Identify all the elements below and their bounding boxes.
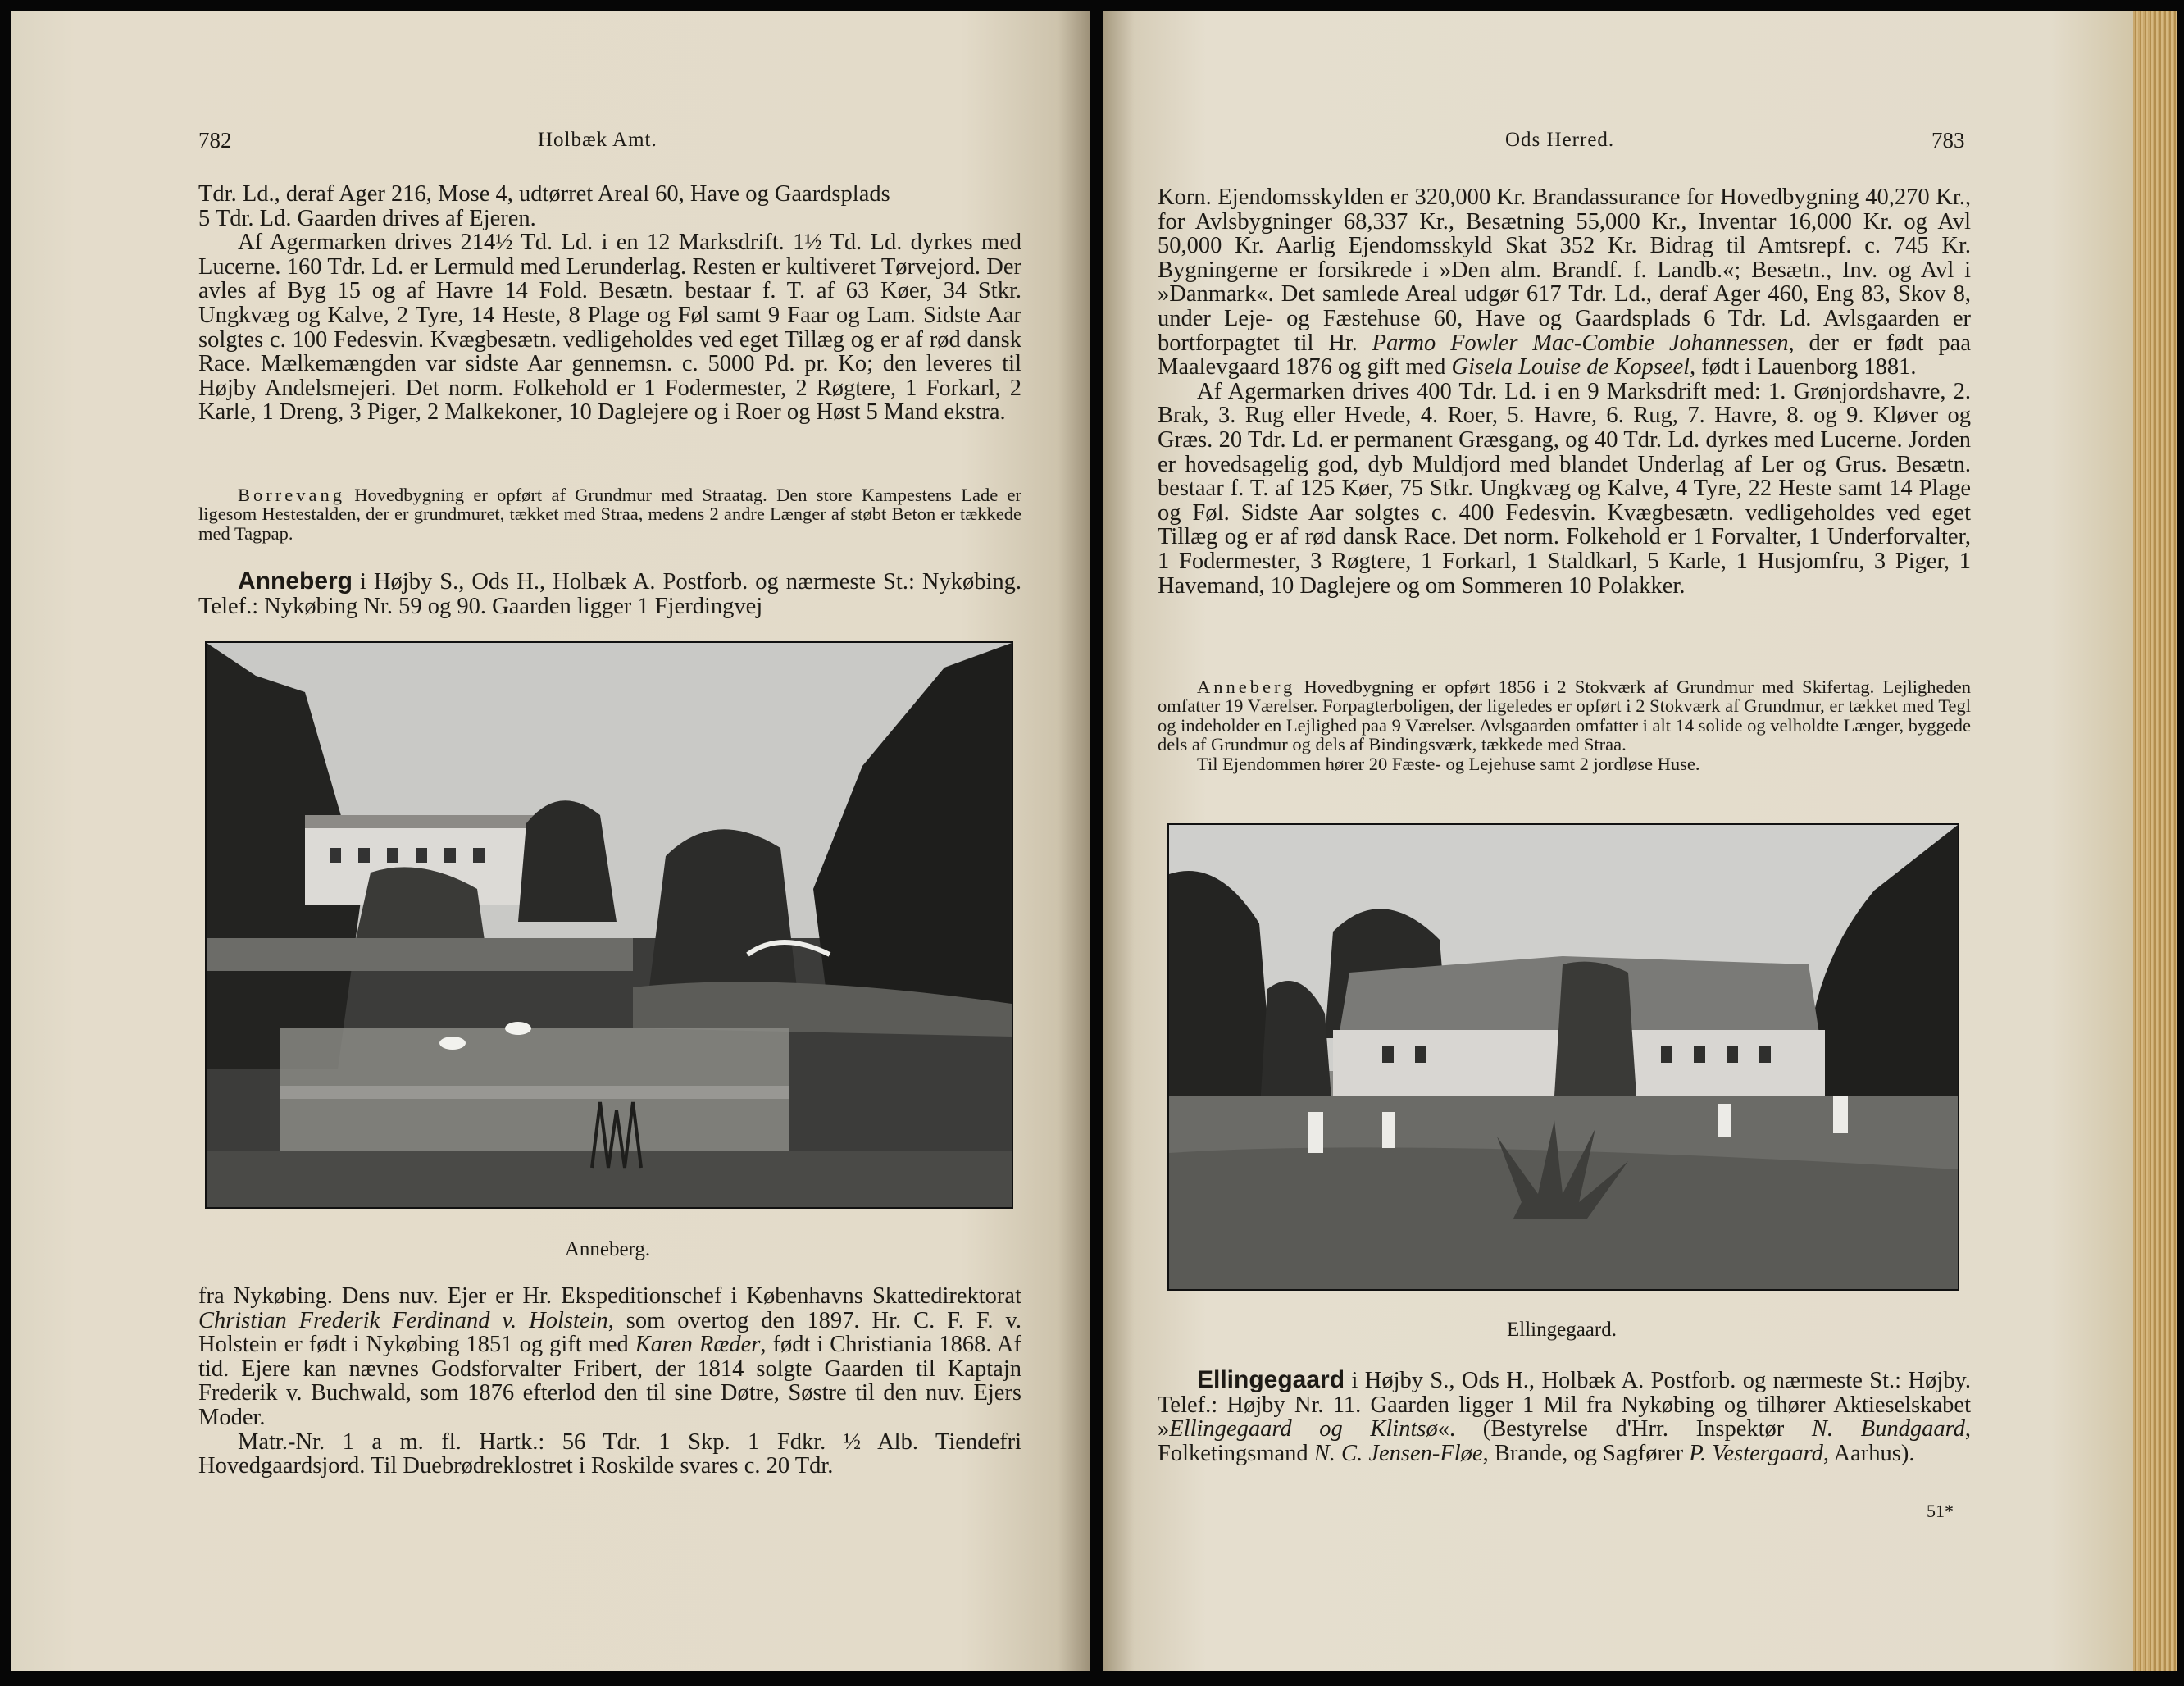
spaced-name: Anneberg	[1197, 677, 1296, 697]
note-text: Hovedbygning er opført 1856 i 2 Stokværk af Grundmur med Skifertag. Lejligheden omfatter 19 Værelser. Forpagterboligen, der ligeledes er opført i 2 Stokværk af Grundmur, er tækket med Tegl og indeholder en Lejlighed paa 9 Værelser. Avlsgaarden omfatter i alt 14 solide og velholdte Længer, byggede dels af Grundmur og dels af Bindingsværk, tækkede med Straa.	[1158, 677, 1972, 755]
photo-anneberg	[205, 641, 1013, 1209]
text-run: fra Nykøbing. Dens nuv. Ejer er Hr. Ekspeditionschef i Københavns Skattedirektorat	[198, 1283, 1021, 1309]
text-block-top	[198, 182, 1021, 425]
small-note-borrevang	[198, 485, 1021, 543]
board-member-3: P. Vestergaard	[1689, 1440, 1823, 1466]
tenant-wife-name: Gisela Louise de Kopseel	[1451, 354, 1690, 380]
spaced-name: Borrevang	[238, 485, 345, 505]
paragraph-agermarken: Af Agermarken drives 214½ Td. Ld. i en 12 Marksdrift. 1½ Td. Ld. dyrkes med Lucerne. 160 Tdr. Ld. er Lermuld med Lerunderlag. Resten er kultiveret Tørvejord. Der avles af Byg 15 og af Havre 14 Fold. Besætn. bestaar f. T. af 63 Køer, 34 Stkr. Ungkvæg og Kalve, 2 Tyre, 14 Heste, 8 Plage og Føl samt 9 Faar og Lam. Sidste Aar solgtes c. 100 Fedesvin. Kvægbesætn. vedligeholdes ved eget Tillæg og er af rød dansk Race. Mælkemængden var sidste Aar gennemsn. c. 5000 Pd. pr. Ko; den leveres til Højby Andelsmejeri. Det norm. Folkehold er 1 Fodermester, 2 Røgtere, 1 Forkarl, 2 Karle, 1 Dreng, 3 Piger, 2 Malkekoner, 10 Daglejere og i Roer og Høst 5 Mand ekstra.	[198, 230, 1021, 426]
text-run: , født i Lauenborg 1881.	[1690, 354, 1917, 380]
text-block-top	[1158, 185, 1971, 598]
text-run: , som overtog den 1897. Hr. C. F. F. v. Holstein er født i Nykøbing 1851 og gift med	[198, 1307, 1022, 1358]
page-number: 782	[198, 128, 232, 153]
text-run: , der er født paa Maalevgaard 1876 og gift med	[1158, 330, 1971, 380]
right-page	[1103, 11, 2133, 1671]
matr-paragraph: Matr.-Nr. 1 a m. fl. Hartk.: 56 Tdr. 1 Skp. 1 Fdkr. ½ Alb. Tiendefri Hovedgaardsjord. Til Duebrødreklostret i Roskilde svares c. 20 Tdr.	[198, 1429, 1021, 1479]
text-run: , født i Christiania 1868. Af tid. Ejere kan nævnes Godsforvalter Fribert, der 1814 solgte Gaarden til Kaptajn Frederik v. Buchwald, som 1876 efterlod den til sine Døtre, Søstre til den nuv. Ejers Moder.	[198, 1332, 1021, 1430]
text-run: , Folketingsmand	[1158, 1416, 1971, 1466]
running-head: Holbæk Amt.	[538, 129, 657, 151]
text-run: , Brande, og Sagfører	[1482, 1440, 1690, 1466]
running-head: Ods Herred.	[1505, 129, 1615, 151]
company-name: Ellingegaard og Klintsø	[1169, 1416, 1438, 1442]
caption-anneberg: Anneberg.	[564, 1238, 651, 1260]
small-note-anneberg	[1158, 677, 1971, 773]
entry-ellingegaard	[1158, 1368, 1971, 1465]
entry-title: Anneberg	[238, 567, 353, 595]
board-member-2: N. C. Jensen-Fløe	[1313, 1440, 1483, 1466]
page-number: 783	[1931, 128, 1965, 153]
book-fore-edge	[2133, 11, 2177, 1671]
left-page	[11, 11, 1090, 1671]
text-block-bottom	[198, 1284, 1021, 1479]
board-member-1: N. Bundgaard	[1811, 1416, 1965, 1442]
text-run: «. (Bestyrelse d'Hrr. Inspektør	[1437, 1416, 1812, 1442]
entry-anneberg	[198, 569, 1021, 618]
owner-name: Christian Frederik Ferdinand v. Holstein	[198, 1307, 608, 1333]
caption-ellingegaard: Ellingegaard.	[1507, 1319, 1617, 1341]
tenant-name: Parmo Fowler Mac-Combie Johannessen	[1372, 330, 1789, 356]
signature-mark: 51*	[1927, 1501, 1954, 1521]
para-line: Tdr. Ld., deraf Ager 216, Mose 4, udtørret Areal 60, Have og Gaardsplads	[198, 181, 890, 207]
para-line: 5 Tdr. Ld. Gaarden drives af Ejeren.	[198, 205, 536, 231]
text-run: i Højby S., Ods H., Holbæk A. Postforb. og nærmeste St.: Højby. Telef.: Højby Nr. 11. Gaarden ligger 1 Mil fra Nykøbing og tilhører Aktieselskabet »	[1158, 1368, 1971, 1442]
entry-text: i Højby S., Ods H., Holbæk A. Postforb. og nærmeste St.: Nykøbing. Telef.: Nykøbing Nr. 59 og 90. Gaarden ligger 1 Fjerdingvej	[198, 569, 1021, 619]
photo-ellingegaard	[1167, 823, 1959, 1291]
paragraph-agermarken: Af Agermarken drives 400 Tdr. Ld. i en 9 Marksdrift med: 1. Grønjordshavre, 2. Brak, 3. Rug eller Hvede, 4. Roer, 5. Havre, 6. Rug, 7. Havre, 8. og 9. Kløver og Græs. 20 Tdr. Ld. er permanent Græsgang, og 40 Tdr. Ld. dyrkes med Lucerne. Jorden er hovedsagelig god, dyb Muldjord med blandet Underlag af Ler og Grus. Besætn. bestaar f. T. af 125 Køer, 75 Stkr. Ungkvæg og Kalve, 4 Tyre, 22 Heste samt 14 Plage og Føl. Sidste Aar solgtes c. 400 Fedesvin. Kvægbesætn. vedligeholdes ved eget Tillæg og er af rød dansk Race. Det norm. Folkehold er 1 Forvalter, 1 Underforvalter, 1 Fodermester, 3 Røgtere, 1 Forkarl, 1 Staldkarl, 5 Karle, 1 Husjomfru, 3 Piger, 1 Havemand, 10 Daglejere og om Sommeren 10 Polakker.	[1158, 378, 1971, 599]
note-text: Hovedbygning er opført af Grundmur med Straatag. Den store Kampestens Lade er ligesom Hestestalden, der er grundmuret, tækket med Straa, medens 2 andre Længer af støbt Beton er tækkede med Tagpap.	[198, 485, 1022, 544]
text-run: , Aarhus).	[1822, 1440, 1915, 1466]
entry-title: Ellingegaard	[1197, 1366, 1345, 1393]
wife-name: Karen Ræder	[635, 1332, 761, 1358]
note-last-line: Til Ejendommen hører 20 Fæste- og Lejehuse samt 2 jordløse Huse.	[1197, 753, 1700, 774]
text-run: Korn. Ejendomsskylden er 320,000 Kr. Brandassurance for Hovedbygning 40,270 Kr., for Avlsbygninger 68,337 Kr., Besætning 55,000 Kr., Inventar 16,000 Kr. og Avl 50,000 Kr. Aarlig Ejendomsskyld Skat 352 Kr. Bidrag til Amtsrepf. c. 745 Kr. Bygningerne er forsikrede i »Den alm. Brandf. f. Landb.«; Besætn., Inv. og Avl i »Danmark«. Det samlede Areal udgør 617 Tdr. Ld., deraf Ager 460, Eng 83, Skov 8, under Leje- og Fæstehuse 60, Have og Gaardsplads 6 Tdr. Ld. Avlsgaarden er bortforpagtet til Hr.	[1158, 185, 1971, 356]
